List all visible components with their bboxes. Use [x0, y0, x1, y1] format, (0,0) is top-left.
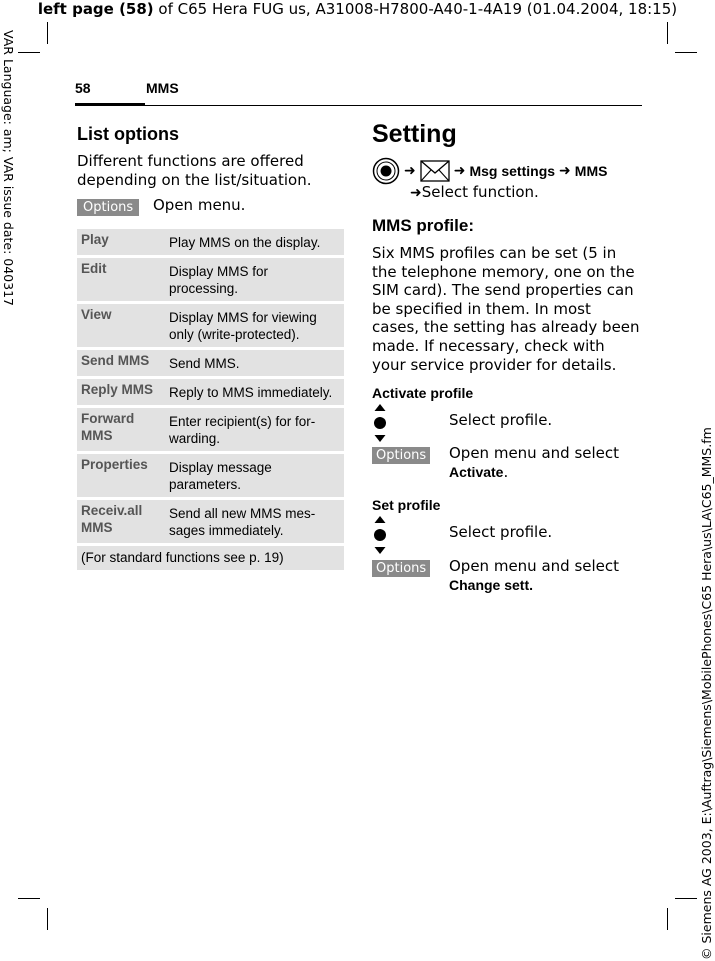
table-row: [77, 304, 344, 347]
section-title: MMS: [146, 80, 179, 96]
print-header: [0, 0, 715, 18]
activate-profile-heading: Activate profile: [372, 385, 474, 401]
option-name: Properties: [77, 454, 165, 497]
table-row: [77, 379, 344, 405]
option-description: Reply to MMS immediately.: [165, 379, 344, 405]
table-row: [77, 258, 344, 301]
arrow-right-icon: ➜: [404, 163, 416, 179]
activate-step-1: Select profile.: [449, 411, 553, 429]
option-name: Forward MMS: [77, 408, 165, 451]
options-softkey-desc: Open menu.: [153, 196, 246, 214]
activate-command: Activate: [449, 464, 504, 480]
crop-mark: [675, 898, 697, 899]
set-profile-heading: Set profile: [372, 497, 441, 513]
option-name: Reply MMS: [77, 379, 165, 405]
options-softkey-row: [77, 196, 139, 216]
menu-path-line-2: [372, 182, 642, 203]
header-rule: [75, 105, 642, 106]
option-name: Edit: [77, 258, 165, 301]
print-header-rest: of C65 Hera FUG us, A31008-H7800-A40-1-4A19 (01.04.2004, 18:15): [153, 0, 678, 18]
option-description: Enter recipient(s) for for-warding.: [165, 408, 344, 451]
activate-step-2: [449, 444, 639, 482]
options-table: [77, 226, 344, 573]
table-row: [77, 500, 344, 543]
option-name: Receiv.all MMS: [77, 500, 165, 543]
page-number: 58: [75, 80, 91, 96]
navigation-key-icon[interactable]: [373, 403, 387, 443]
set-step-2-text: Open menu and select: [449, 557, 620, 575]
options-table-footer: (For standard functions see p. 19): [77, 546, 344, 570]
arrow-right-icon: ➜: [559, 163, 571, 179]
option-description: Send all new MMS mes-sages immediately.: [165, 500, 344, 543]
side-info-left: [0, 30, 18, 350]
menu-path-mms: MMS: [574, 163, 608, 179]
option-description: Play MMS on the display.: [165, 229, 344, 255]
option-name: Play: [77, 229, 165, 255]
arrow-right-icon: ➜: [410, 185, 422, 201]
set-step-2: [449, 557, 639, 595]
set-step-1: Select profile.: [449, 523, 553, 541]
menu-path: [372, 157, 642, 203]
change-settings-command: Change sett.: [449, 577, 534, 593]
options-table-footer-row: [77, 546, 344, 570]
crop-mark: [47, 908, 48, 930]
menu-path-line-1: [372, 157, 642, 185]
side-info-right: [697, 420, 715, 960]
option-description: Send MMS.: [165, 350, 344, 376]
option-description: Display MMS for viewing only (write-protected).: [165, 304, 344, 347]
crop-mark: [47, 22, 48, 44]
activate-step-2-text: Open menu and select: [449, 444, 620, 462]
activate-options-softkey-wrap: [372, 444, 430, 464]
options-softkey[interactable]: Options: [77, 199, 139, 216]
mms-profile-text: Six MMS profiles can be set (5 in the telephone memory, one on the SIM card). The send properties can be specified in them. In most cases, the setting has already been made. If necessary, check with your service provider for details.: [372, 244, 640, 374]
print-header-bold: left page (58): [37, 0, 154, 18]
side-info-right-text: © Siemens AG 2003, E:\Auftrag\Siemens\MobilePhones\C65 Hera\us\LA\C65_MMS.fm: [699, 427, 714, 960]
envelope-icon: [420, 160, 450, 182]
table-row: [77, 350, 344, 376]
list-options-heading: List options: [77, 124, 179, 144]
navigation-key-icon[interactable]: [373, 515, 387, 555]
menu-key-icon: [372, 157, 400, 185]
table-row: [77, 229, 344, 255]
option-description: Display MMS for processing.: [165, 258, 344, 301]
option-description: Display message parameters.: [165, 454, 344, 497]
table-row: [77, 408, 344, 451]
crop-mark: [18, 52, 40, 53]
table-row: [77, 454, 344, 497]
options-softkey[interactable]: Options: [372, 560, 430, 577]
menu-path-select-function: Select function.: [421, 183, 539, 201]
crop-mark: [18, 898, 40, 899]
list-options-intro: Different functions are offered depending on the list/situation.: [77, 152, 312, 189]
crop-mark: [667, 908, 668, 930]
activate-step-2-end: .: [503, 463, 509, 481]
side-info-left-text: VAR Language: am; VAR issue date: 040317: [1, 30, 16, 306]
mms-profile-heading: MMS profile:: [372, 216, 474, 235]
option-name: View: [77, 304, 165, 347]
crop-mark: [667, 22, 668, 44]
option-name: Send MMS: [77, 350, 165, 376]
menu-path-msg-settings: Msg settings: [469, 163, 556, 179]
arrow-right-icon: ➜: [453, 163, 466, 179]
crop-mark: [675, 52, 697, 53]
options-softkey[interactable]: Options: [372, 447, 430, 464]
set-options-softkey-wrap: [372, 557, 430, 577]
setting-heading: Setting: [372, 120, 457, 148]
